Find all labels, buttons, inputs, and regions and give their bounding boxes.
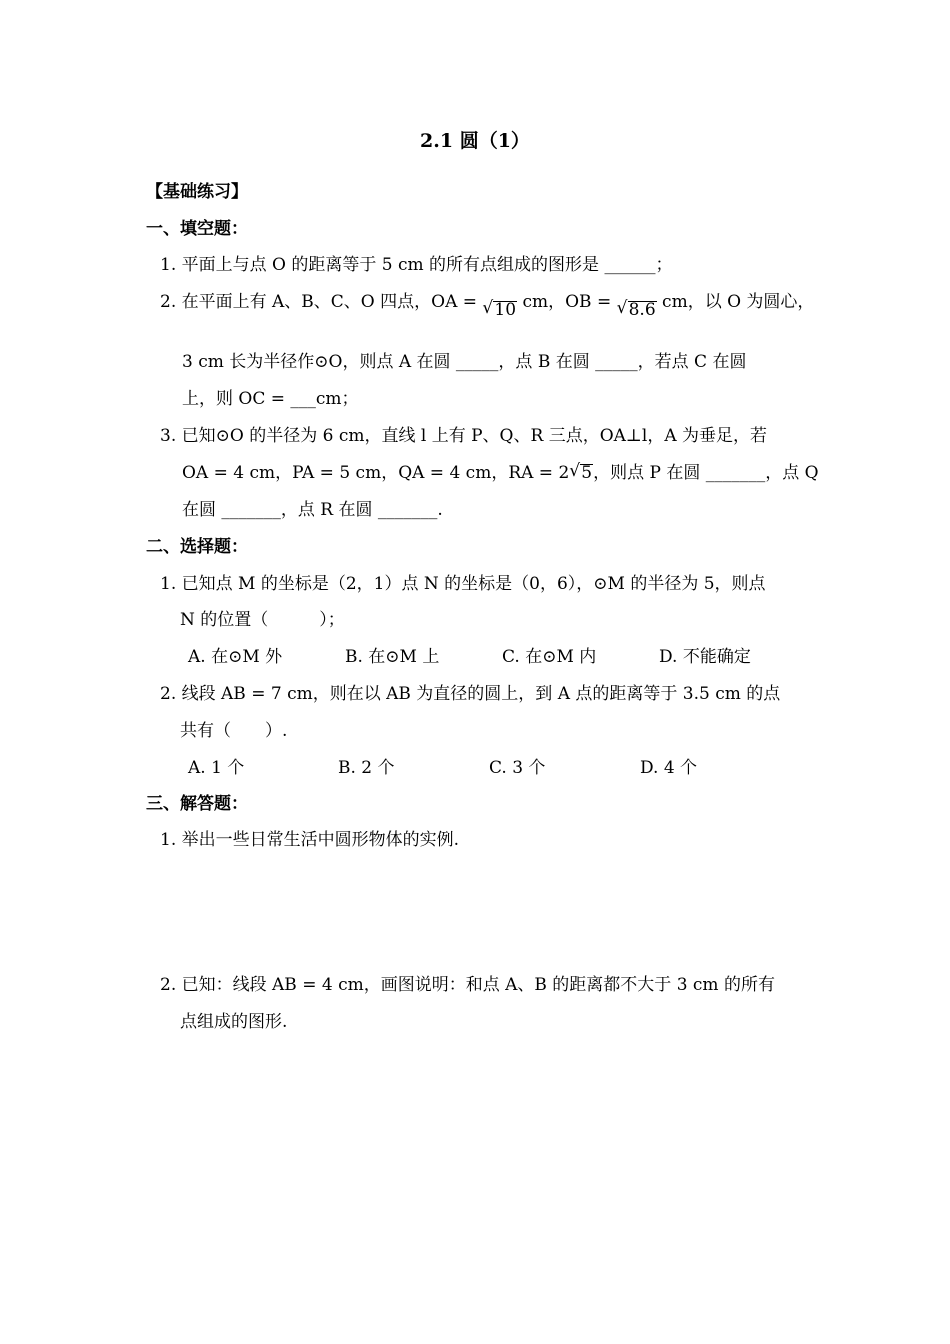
choice-q1-option-c: C. 在⊙M 内 — [502, 647, 597, 667]
fill-q3-text-b: ，则点 P 在圆 _______，点 Q — [593, 463, 819, 483]
heading-multiple-choice: 二、选择题： — [146, 537, 248, 557]
fill-q2-text-b: cm，OB = — [522, 292, 612, 312]
fill-q3-line2 — [182, 463, 819, 483]
fill-q1: 1. 平面上与点 O 的距离等于 5 cm 的所有点组成的图形是 ______； — [160, 255, 673, 275]
answer-q1: 1. 举出一些日常生活中圆形物体的实例. — [160, 830, 460, 850]
fill-q2-text-a: 2. 在平面上有 A、B、C、O 四点，OA = — [160, 292, 478, 312]
choice-q2-option-c: C. 3 个 — [489, 758, 546, 778]
choice-q2-line2: 共有（ ）. — [180, 721, 288, 741]
section-basic-practice: 【基础练习】 — [146, 182, 248, 202]
fill-q2-text-c: cm，以 O 为圆心， — [662, 292, 815, 312]
sqrt-8-6: √ 8.6 — [616, 298, 656, 320]
choice-q2-option-b: B. 2 个 — [338, 758, 395, 778]
fill-q3-line3: 在圆 _______，点 R 在圆 _______. — [182, 500, 443, 520]
fill-q2-line1 — [160, 292, 814, 320]
answer-q2-line2: 点组成的图形. — [180, 1012, 288, 1032]
heading-fill-in-blank: 一、填空题： — [146, 219, 248, 239]
fill-q3-line1: 3. 已知⊙O 的半径为 6 cm，直线 l 上有 P、Q、R 三点，OA⊥l，A 为垂足，若 — [160, 426, 768, 446]
choice-q1-line2: N 的位置（ ）； — [180, 610, 345, 630]
sqrt-5: √ 5 — [569, 461, 593, 483]
choice-q2-option-d: D. 4 个 — [640, 758, 698, 778]
choice-q2-option-a: A. 1 个 — [188, 758, 245, 778]
fill-q3-text-a: OA = 4 cm，PA = 5 cm，QA = 4 cm，RA = 2 — [182, 463, 570, 483]
page-title: 2.1 圆（1） — [420, 130, 530, 152]
choice-q2-line1: 2. 线段 AB = 7 cm，则在以 AB 为直径的圆上，到 A 点的距离等于 3.5 cm 的点 — [160, 684, 781, 704]
choice-q1-option-a: A. 在⊙M 外 — [188, 647, 283, 667]
fill-q2-line2: 3 cm 长为半径作⊙O，则点 A 在圆 _____，点 B 在圆 _____，若点 C 在圆 — [182, 352, 747, 372]
choice-q1-option-d: D. 不能确定 — [659, 647, 751, 667]
answer-q2-line1: 2. 已知：线段 AB = 4 cm，画图说明：和点 A、B 的距离都不大于 3 cm 的所有 — [160, 975, 775, 995]
choice-q1-line1: 1. 已知点 M 的坐标是（2，1）点 N 的坐标是（0，6），⊙M 的半径为 5，则点 — [160, 574, 766, 594]
sqrt-10: √ 10 — [482, 298, 517, 320]
fill-q2-line3: 上，则 OC = ___cm； — [182, 389, 359, 409]
choice-q1-option-b: B. 在⊙M 上 — [345, 647, 440, 667]
heading-answer-questions: 三、解答题： — [146, 794, 248, 814]
